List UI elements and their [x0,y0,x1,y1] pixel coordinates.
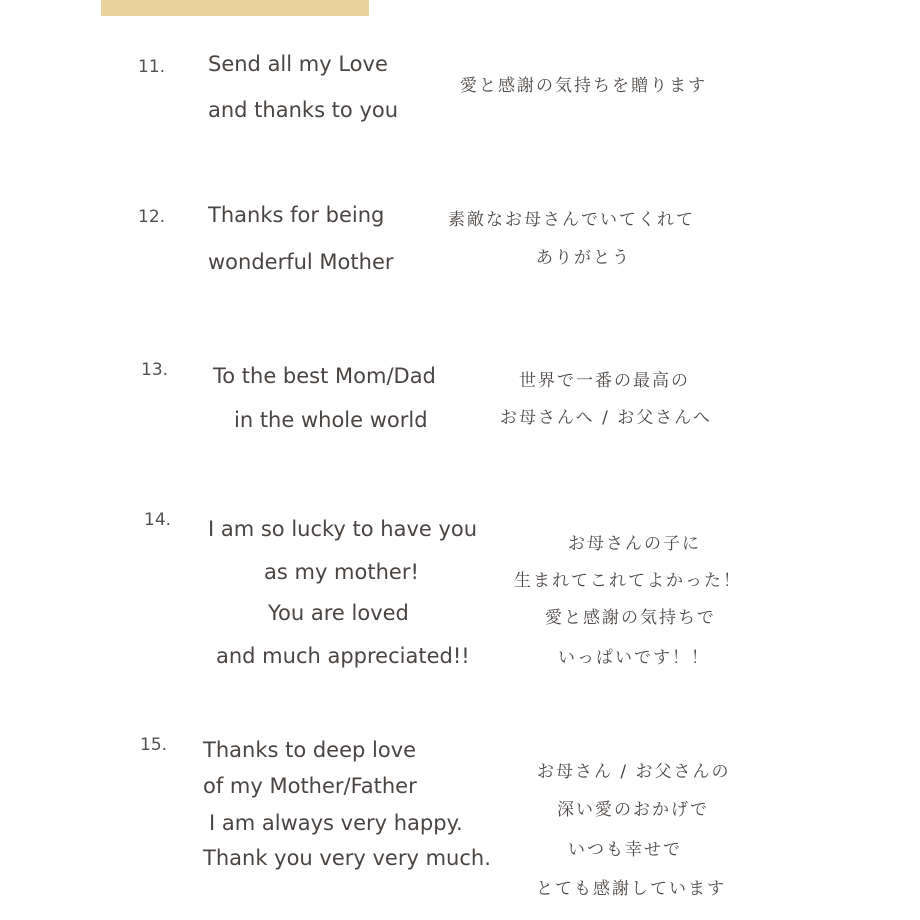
entry-number: 15. [140,735,168,755]
english-line: Send all my Love [208,52,388,76]
english-line: and thanks to you [208,98,399,122]
japanese-line: とても感謝しています [536,879,726,899]
english-line: in the whole world [234,408,428,432]
english-line: I am so lucky to have you [208,517,478,541]
japanese-line: 深い愛のおかげで [557,800,709,820]
japanese-line: お母さんの子に [568,534,701,554]
top-accent-bar [101,0,369,16]
japanese-line: ありがとう [536,248,631,268]
english-line: To the best Mom/Dad [213,364,436,388]
english-line: You are loved [268,601,409,625]
english-line: wonderful Mother [208,250,394,274]
japanese-line: お母さんへ / お父さんへ [500,408,712,428]
english-line: I am always very happy. [209,811,463,835]
japanese-line: 愛と感謝の気持ちを贈ります [460,76,707,96]
japanese-line: 愛と感謝の気持ちで [545,608,716,628]
english-line: and much appreciated!! [216,644,470,668]
english-line: Thanks to deep love [203,738,417,762]
english-line: Thanks for being [208,203,385,227]
entry-number: 12. [138,207,166,227]
japanese-line: 世界で一番の最高の [519,371,690,391]
english-line: Thank you very very much. [203,846,491,870]
japanese-line: 生まれてこれてよかった！ [514,571,742,591]
japanese-line: いっぱいです！！ [558,648,710,668]
japanese-line: いつも幸せで [568,840,682,860]
japanese-line: お母さん / お父さんの [537,762,731,782]
entry-number: 13. [141,360,169,380]
japanese-line: 素敵なお母さんでいてくれて [448,210,695,230]
entry-number: 11. [138,57,166,77]
entry-number: 14. [144,510,172,530]
english-line: as my mother! [264,560,419,584]
english-line: of my Mother/Father [203,774,417,798]
